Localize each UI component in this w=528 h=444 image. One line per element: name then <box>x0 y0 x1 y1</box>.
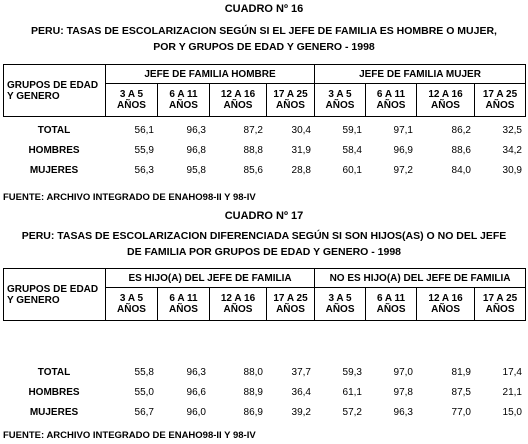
table-cell: 86,2 <box>451 124 471 136</box>
table-cell: 88,9 <box>243 386 263 398</box>
table17-age-col: 17 A 25 AÑOS <box>267 288 315 321</box>
table17-age-col: 17 A 25 AÑOS <box>475 288 526 321</box>
row-label: TOTAL <box>37 124 71 136</box>
table16-source: FUENTE: ARCHIVO INTEGRADO DE ENAHO98-II Y 98-IV <box>3 192 256 203</box>
table16-age-col: 3 A 5 AÑOS <box>315 84 366 117</box>
table-cell: 30,9 <box>502 164 522 176</box>
table-cell: 96,3 <box>393 406 413 418</box>
table-cell: 96,3 <box>186 366 206 378</box>
table-cell: 84,0 <box>451 164 471 176</box>
table-cell: 56,7 <box>134 406 154 418</box>
table17-age-col: 6 A 11 AÑOS <box>366 288 417 321</box>
table-cell: 58,4 <box>342 144 362 156</box>
table-cell: 37,7 <box>291 366 311 378</box>
table16-subtitle-line2: POR Y GRUPOS DE EDAD Y GENERO - 1998 <box>153 41 375 53</box>
table-cell: 55,8 <box>134 366 154 378</box>
table17-age-col: 3 A 5 AÑOS <box>315 288 366 321</box>
table-cell: 34,2 <box>502 144 522 156</box>
table-cell: 86,9 <box>243 406 263 418</box>
table17-col-group-b: NO ES HIJO(A) DEL JEFE DE FAMILIA <box>315 269 526 288</box>
table-cell: 88,8 <box>243 144 263 156</box>
table-cell: 95,8 <box>186 164 206 176</box>
table-row <box>3 140 525 160</box>
table-cell: 81,9 <box>451 366 471 378</box>
table-cell: 59,1 <box>342 124 362 136</box>
table-cell: 97,0 <box>393 366 413 378</box>
table16-age-col: 3 A 5 AÑOS <box>106 84 158 117</box>
table16-age-col: 17 A 25 AÑOS <box>267 84 315 117</box>
table-row <box>3 382 525 402</box>
table-cell: 96,3 <box>186 124 206 136</box>
table17-col-group-a: ES HIJO(A) DEL JEFE DE FAMILIA <box>106 269 315 288</box>
table-cell: 21,1 <box>502 386 522 398</box>
table-cell: 96,9 <box>393 144 413 156</box>
table-cell: 15,0 <box>502 406 522 418</box>
table-cell: 96,6 <box>186 386 206 398</box>
table-cell: 88,0 <box>243 366 263 378</box>
table-cell: 96,0 <box>186 406 206 418</box>
table-cell: 77,0 <box>451 406 471 418</box>
row-label: TOTAL <box>37 366 71 378</box>
table-cell: 87,5 <box>451 386 471 398</box>
table-cell: 56,1 <box>134 124 154 136</box>
table17-age-col: 6 A 11 AÑOS <box>158 288 210 321</box>
table16-body <box>3 120 525 180</box>
table16-age-col: 17 A 25 AÑOS <box>475 84 526 117</box>
table-row <box>3 120 525 140</box>
table-row <box>3 402 525 422</box>
table-cell: 97,1 <box>393 124 413 136</box>
table16-header <box>3 64 526 117</box>
table16-subtitle-line1: PERU: TASAS DE ESCOLARIZACION SEGÚN SI EL JEFE DE FAMILIA ES HOMBRE O MUJER, <box>31 25 497 37</box>
table-cell: 60,1 <box>342 164 362 176</box>
table-row <box>3 160 525 180</box>
table-row <box>3 362 525 382</box>
table17-age-col: 3 A 5 AÑOS <box>106 288 158 321</box>
table-cell: 55,0 <box>134 386 154 398</box>
table-cell: 30,4 <box>291 124 311 136</box>
table-cell: 39,2 <box>291 406 311 418</box>
row-label: HOMBRES <box>28 386 80 398</box>
table-cell: 36,4 <box>291 386 311 398</box>
table-cell: 87,2 <box>243 124 263 136</box>
table16-group-header: GRUPOS DE EDAD Y GENERO <box>4 65 106 117</box>
table-cell: 31,9 <box>291 144 311 156</box>
table17-subtitle-line2: DE FAMILIA POR GRUPOS DE EDAD Y GENERO - 1998 <box>126 246 402 258</box>
row-label: HOMBRES <box>28 144 80 156</box>
table17-group-header: GRUPOS DE EDAD Y GENERO <box>4 269 106 321</box>
table17-age-col: 12 A 16 AÑOS <box>210 288 267 321</box>
table-cell: 88,6 <box>451 144 471 156</box>
table-cell: 56,3 <box>134 164 154 176</box>
table17-subtitle-line1: PERU: TASAS DE ESCOLARIZACION DIFERENCIADA SEGÚN SI SON HIJOS(AS) O NO DEL JEFE <box>21 230 507 242</box>
table-cell: 85,6 <box>243 164 263 176</box>
table16-title: CUADRO Nº 16 <box>224 3 304 15</box>
table-cell: 59,3 <box>342 366 362 378</box>
row-label: MUJERES <box>29 406 79 418</box>
row-label: MUJERES <box>29 164 79 176</box>
table-cell: 96,8 <box>186 144 206 156</box>
table-cell: 61,1 <box>342 386 362 398</box>
table16-age-col: 6 A 11 AÑOS <box>366 84 417 117</box>
table16-age-col: 6 A 11 AÑOS <box>158 84 210 117</box>
table-cell: 97,2 <box>393 164 413 176</box>
table16-col-group-b: JEFE DE FAMILIA MUJER <box>315 65 526 84</box>
table-cell: 28,8 <box>291 164 311 176</box>
table17-title: CUADRO Nº 17 <box>224 210 304 222</box>
table16-age-col: 12 A 16 AÑOS <box>210 84 267 117</box>
table-cell: 17,4 <box>502 366 522 378</box>
table16-col-group-a: JEFE DE FAMILIA HOMBRE <box>106 65 315 84</box>
table17-header <box>3 268 526 321</box>
table17-body <box>3 362 525 422</box>
table17-source: FUENTE: ARCHIVO INTEGRADO DE ENAHO98-II Y 98-IV <box>3 430 256 441</box>
table-cell: 32,5 <box>502 124 522 136</box>
table16-age-col: 12 A 16 AÑOS <box>417 84 475 117</box>
table-cell: 57,2 <box>342 406 362 418</box>
table-cell: 97,8 <box>393 386 413 398</box>
table17-age-col: 12 A 16 AÑOS <box>417 288 475 321</box>
table-cell: 55,9 <box>134 144 154 156</box>
